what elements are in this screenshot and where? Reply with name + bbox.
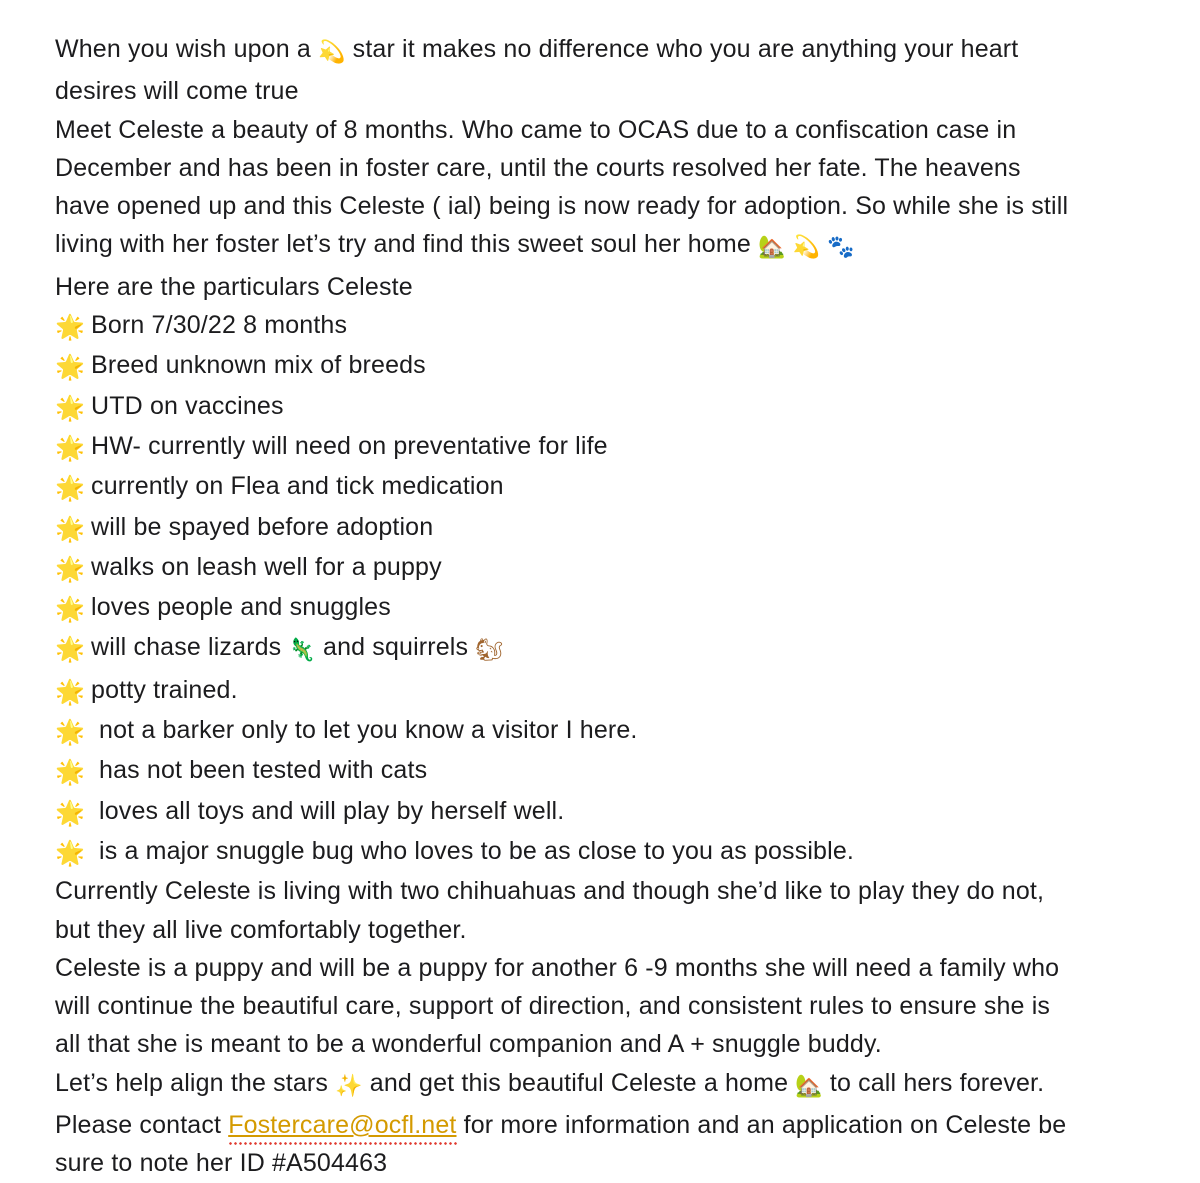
house-with-garden-icon: 🏡	[795, 1073, 823, 1099]
stars-line-text-start: Let’s help align the stars	[55, 1068, 336, 1097]
intro-line-2: desires will come true	[55, 77, 299, 106]
list-item-text: is a major snuggle bug who loves to be as close to you as possible.	[99, 836, 854, 865]
squirrel-icon: 🐿	[475, 638, 504, 664]
list-item	[55, 548, 1165, 588]
particulars-heading: Here are the particulars Celeste	[55, 272, 413, 301]
meet-line-4	[55, 225, 1165, 267]
puppy-line-1: Celeste is a puppy and will be a puppy for another 6 -9 months she will need a family who	[55, 953, 1060, 982]
meet-line-4-text: living with her foster let’s try and find this sweet soul her home	[55, 230, 758, 259]
list-item	[55, 508, 1165, 548]
list-item-text: currently on Flea and tick medication	[91, 472, 504, 501]
glowing-star-icon: 🌟	[55, 433, 86, 462]
stars-line-text-end: to call hers forever.	[822, 1068, 1045, 1097]
intro-text-start: When you wish upon a	[55, 35, 319, 63]
list-item	[55, 671, 1165, 711]
meet-line-1: Meet Celeste a beauty of 8 months. Who came to OCAS due to a confiscation case in	[55, 115, 1017, 144]
shooting-star-icon: 💫	[792, 235, 821, 261]
list-item	[55, 467, 1165, 507]
house-icon: 🏡	[757, 235, 786, 261]
glowing-star-icon: 🌟	[55, 353, 86, 382]
chihuahua-line-1: Currently Celeste is living with two chihuahuas and though she’d like to play they do not,	[55, 877, 1045, 906]
lizard-icon: 🦎	[288, 638, 316, 664]
puppy-line-3: all that she is meant to be a wonderful companion and A + snuggle buddy.	[55, 1030, 882, 1059]
list-item-text: HW- currently will need on preventative for life	[91, 431, 608, 460]
list-item	[55, 792, 1165, 832]
list-item	[55, 346, 1165, 386]
glowing-star-icon: 🌟	[55, 595, 86, 624]
list-item	[55, 427, 1165, 467]
shooting-star-icon: 💫	[318, 40, 346, 65]
list-item	[55, 387, 1165, 427]
list-item-text: loves people and snuggles	[91, 593, 391, 622]
list-item-text: UTD on vaccines	[91, 391, 284, 420]
list-item	[55, 751, 1165, 791]
glowing-star-icon: 🌟	[55, 514, 86, 543]
list-item	[55, 628, 1165, 670]
glowing-star-icon: 🌟	[55, 554, 86, 583]
glowing-star-icon: 🌟	[55, 635, 86, 664]
list-item-text: has not been tested with cats	[99, 756, 428, 785]
email-link[interactable]: Fostercare@ocfl.net	[228, 1111, 457, 1140]
sparkles-icon: ✨	[335, 1073, 363, 1099]
glowing-star-icon: 🌟	[55, 393, 86, 422]
puppy-line-2: will continue the beautiful care, support of direction, and consistent rules to ensure she is	[55, 992, 1051, 1021]
list-item	[55, 711, 1165, 751]
chihuahua-line-2: but they all live comfortably together.	[55, 915, 467, 944]
glowing-star-icon: 🌟	[55, 677, 86, 706]
list-item-text: Born 7/30/22 8 months	[91, 311, 348, 340]
list-item-text: and squirrels	[315, 633, 476, 662]
list-item	[55, 832, 1165, 872]
glowing-star-icon: 🌟	[55, 838, 86, 867]
intro-line-1	[55, 30, 1165, 72]
list-item-text: potty trained.	[91, 675, 238, 704]
list-item	[55, 588, 1165, 628]
note-body	[55, 30, 1165, 1183]
glowing-star-icon: 🌟	[55, 313, 86, 342]
meet-line-3: have opened up and this Celeste ( ial) being is now ready for adoption. So while she is still	[55, 192, 1069, 221]
glowing-star-icon: 🌟	[55, 758, 86, 787]
glowing-star-icon: 🌟	[55, 718, 86, 747]
contact-line-text-end: for more information and an application on Celeste be	[456, 1111, 1067, 1140]
meet-line-2: December and has been in foster care, until the courts resolved her fate. The heavens	[55, 153, 1021, 182]
contact-line-text-start: Please contact	[55, 1111, 229, 1140]
stars-line-text-mid: and get this beautiful Celeste a home	[362, 1068, 796, 1097]
id-line: sure to note her ID #A504463	[55, 1149, 388, 1178]
paw-prints-icon: 🐾	[827, 235, 855, 261]
intro-text-end: star it makes no difference who you are anything your heart	[345, 35, 1019, 63]
stars-line	[55, 1064, 1165, 1106]
glowing-star-icon: 🌟	[55, 474, 86, 503]
list-item-text: Breed unknown mix of breeds	[91, 351, 426, 380]
list-item-text: walks on leash well for a puppy	[91, 552, 442, 581]
glowing-star-icon: 🌟	[55, 798, 86, 827]
list-item-text: will be spayed before adoption	[91, 512, 434, 541]
list-item-text: not a barker only to let you know a visitor I here.	[99, 716, 638, 745]
list-item	[55, 306, 1165, 346]
list-item-text: loves all toys and will play by herself well.	[99, 796, 565, 825]
list-item-text: will chase lizards	[91, 633, 289, 662]
contact-line	[55, 1106, 1165, 1144]
